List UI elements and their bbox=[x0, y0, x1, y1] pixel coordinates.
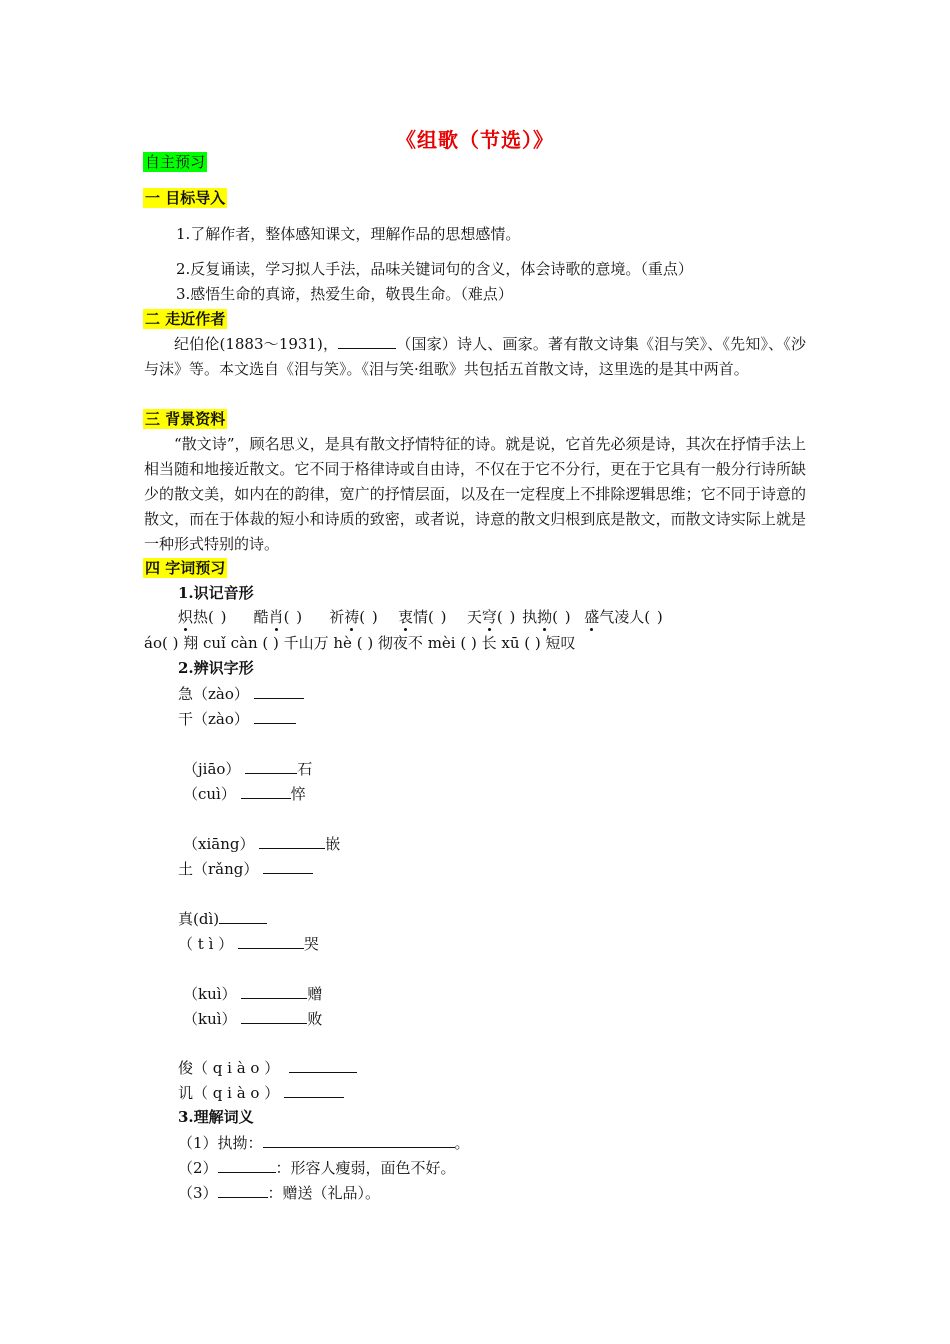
answer-blank[interactable] bbox=[263, 858, 313, 874]
goal-item-2: 2.反复诵读，学习拟人手法，品味关键词句的含义，体会诗歌的意境。（重点） bbox=[176, 260, 693, 278]
section-label: 自主预习 bbox=[145, 153, 206, 171]
glyph-zao-2: 干（zào） bbox=[178, 708, 296, 729]
author-paragraph bbox=[144, 332, 806, 382]
answer-blank[interactable] bbox=[241, 983, 307, 999]
heading-background: 三 背景资料 bbox=[145, 410, 226, 428]
author-text-after: （国家）诗人、画家。著有散文诗集《泪与笑》、《先知》、《沙与沫》等。本文选自《泪与笑》。《泪与笑·组歌》共包括五首散文诗，这里选的是其中两首。 bbox=[144, 335, 806, 378]
country-blank[interactable] bbox=[338, 333, 396, 349]
glyph-qiao-2: 讥（ q i à o ） bbox=[178, 1082, 344, 1103]
glyph-kui-1: （kuì） 赠 bbox=[183, 985, 323, 1003]
word-zhongqing: 衷情( ) bbox=[398, 608, 447, 626]
answer-blank[interactable] bbox=[289, 1057, 357, 1073]
answer-blank[interactable] bbox=[254, 683, 304, 699]
goal-item-3: 3.感悟生命的真谛，热爱生命，敬畏生命。（难点） bbox=[176, 285, 513, 303]
answer-blank[interactable] bbox=[241, 1008, 307, 1024]
glyph-di: 真(dì) bbox=[178, 908, 267, 929]
answer-blank[interactable] bbox=[218, 1182, 268, 1198]
answer-blank[interactable] bbox=[259, 833, 325, 849]
answer-blank[interactable] bbox=[219, 908, 267, 924]
answer-blank[interactable] bbox=[254, 708, 296, 724]
pronunciation-row-2: áo( ) 翔 cuǐ càn ( ) 千山万 hè ( ) 彻夜不 mèi ( ) 长 xū ( ) 短叹 bbox=[144, 634, 576, 652]
answer-blank[interactable] bbox=[241, 783, 291, 799]
answer-blank[interactable] bbox=[263, 1132, 455, 1148]
glyph-xiang: （xiāng） 嵌 bbox=[183, 835, 341, 853]
pronunciation-row-1 bbox=[178, 607, 663, 627]
sub-heading-glyphs: 2.辨识字形 bbox=[178, 659, 254, 677]
answer-blank[interactable] bbox=[238, 933, 304, 949]
word-tianqiong: 天穹( ) bbox=[466, 608, 516, 626]
meaning-item-3: （3） ：赠送（礼品）。 bbox=[178, 1184, 381, 1202]
glyph-kui-2: （kuì） 败 bbox=[183, 1010, 323, 1028]
meaning-item-1: （1）执拗： 。 bbox=[178, 1134, 470, 1152]
heading-author: 二 走近作者 bbox=[145, 310, 226, 328]
word-kuxiao: 酷肖( ) bbox=[253, 608, 303, 626]
glyph-qiao-1: 俊（ q i à o ） bbox=[178, 1057, 357, 1078]
heading-vocabulary: 四 字词预习 bbox=[145, 559, 226, 577]
word-zhiniu: 执拗( ) bbox=[522, 608, 571, 626]
word-qidao: 祈祷( ) bbox=[329, 608, 378, 626]
answer-blank[interactable] bbox=[284, 1082, 344, 1098]
answer-blank[interactable] bbox=[218, 1157, 276, 1173]
page-title: 《组歌（节选）》 bbox=[396, 128, 554, 152]
background-paragraph: “散文诗”，顾名思义，是具有散文抒情特征的诗。就是说，它首先必须是诗，其次在抒情手法上相当随和地接近散文。它不同于格律诗或自由诗，不仅在于它不分行，更在于它具有一般分行诗所缺少的散文美，如内在的韵律，宽广的抒情层面，以及在一定程度上不排除逻辑思维；它不同于诗意的散文，而在于体裁的短小和诗质的致密，或者说，诗意的散文归根到底是散文，而散文诗实际上就是一种形式特别的诗。 bbox=[144, 435, 806, 553]
sub-heading-pronunciation: 1.识记音形 bbox=[178, 584, 254, 602]
glyph-jiao: （jiāo） 石 bbox=[183, 760, 313, 778]
answer-blank[interactable] bbox=[245, 758, 297, 774]
word-chire: 炽热( ) bbox=[178, 608, 227, 626]
meaning-item-2: （2） ：形容人瘦弱，面色不好。 bbox=[178, 1159, 456, 1177]
goal-item-1: 1.了解作者，整体感知课文，理解作品的思想感情。 bbox=[176, 225, 521, 243]
glyph-cui: （cuì） 悴 bbox=[183, 785, 306, 803]
word-shengqi: 盛气凌人( ) bbox=[584, 608, 663, 626]
glyph-rang: 土（rǎng） bbox=[178, 858, 313, 879]
glyph-zao-1: 急（zào） bbox=[178, 683, 304, 704]
sub-heading-meanings: 3.理解词义 bbox=[178, 1108, 254, 1126]
heading-goals: 一 目标导入 bbox=[145, 189, 226, 207]
author-text-before: 纪伯伦(1883～1931)， bbox=[174, 335, 339, 353]
glyph-ti: （ t ì ） 哭 bbox=[178, 935, 319, 953]
